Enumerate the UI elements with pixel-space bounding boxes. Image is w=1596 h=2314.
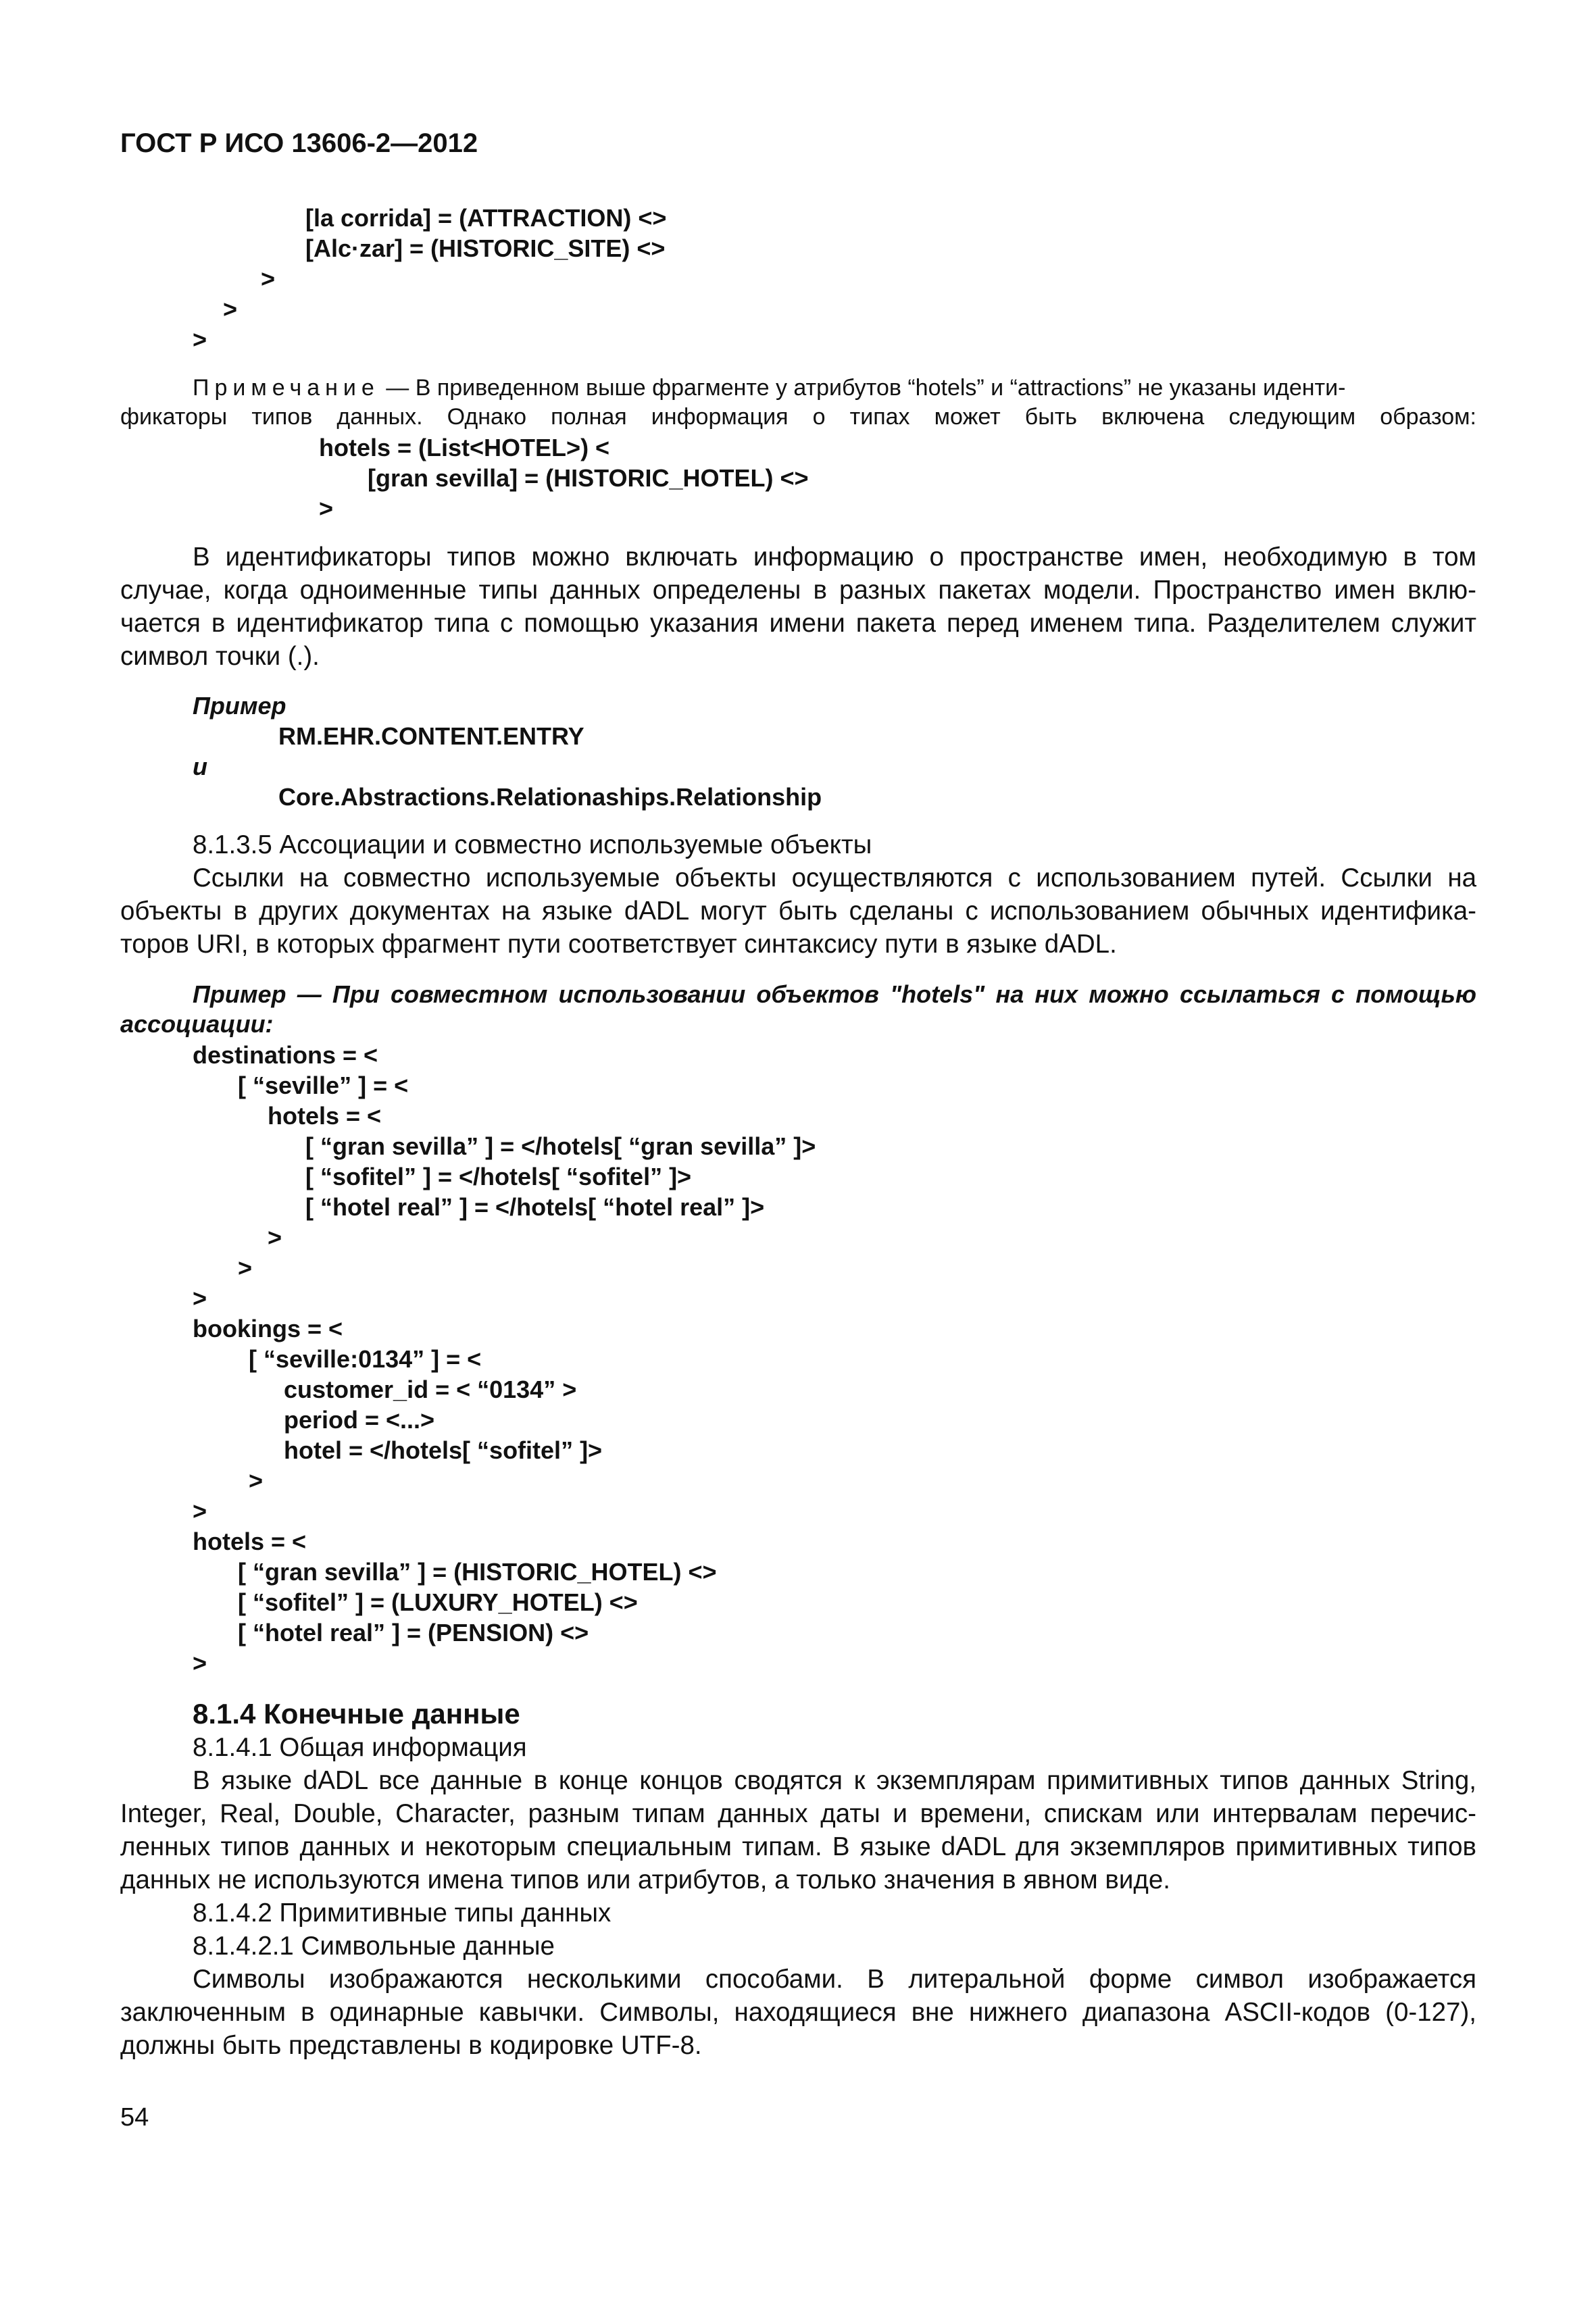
code-line: RM.EHR.CONTENT.ENTRY [278, 722, 584, 750]
section-heading: 8.1.3.5 Ассоциации и совместно используемые объекты [193, 830, 872, 859]
code-line: [ “seville” ] = < [238, 1072, 409, 1099]
subsection-heading: 8.1.4.2 Примитивные типы данных [193, 1898, 612, 1928]
note-line: фикаторы типов данных. Однако полная информация о типах может быть включена следующим образом: [120, 404, 1476, 430]
code-line: [la corrida] = (ATTRACTION) <> [305, 204, 667, 232]
code-line: [ “gran sevilla” ] = (HISTORIC_HOTEL) <> [238, 1558, 717, 1586]
paragraph-line: должны быть представлены в кодировке UTF-8. [120, 2031, 702, 2060]
code-line: [gran sevilla] = (HISTORIC_HOTEL) <> [368, 464, 809, 492]
code-line: [ “sofitel” ] = (LUXURY_HOTEL) <> [238, 1588, 638, 1616]
document-header: ГОСТ Р ИСО 13606-2—2012 [120, 128, 478, 158]
paragraph-line: ленных типов данных и некоторым специальным типам. В языке dADL для экземпляров примитивных типов [120, 1832, 1476, 1861]
paragraph-line: символ точки (.). [120, 642, 320, 671]
code-line: hotels = (List<HOTEL>) < [319, 434, 610, 461]
code-line: > [193, 1649, 207, 1677]
paragraph-line: объекты в других документах на языке dADL могут быть сделаны с использованием обычных идентифика- [120, 897, 1476, 926]
note-label: Примечание [193, 375, 380, 401]
code-line: Core.Abstractions.Relationaships.Relationship [278, 783, 822, 811]
subsection-heading: 8.1.4.1 Общая информация [193, 1733, 527, 1762]
code-line: destinations = < [193, 1041, 378, 1069]
code-line: hotels = < [193, 1528, 307, 1555]
code-line: customer_id = < “0134” > [284, 1376, 577, 1403]
example-caption: ассоциации: [120, 1010, 274, 1038]
code-line: [ “hotel real” ] = </hotels[ “hotel real” ]> [305, 1193, 765, 1221]
example-caption: Пример — При совместном использовании объектов "hotels" на них можно ссылаться с помощью [193, 980, 1476, 1008]
code-line: > [193, 326, 207, 353]
code-line: > [193, 1497, 207, 1525]
paragraph-line: Ссылки на совместно используемые объекты осуществляются с использованием путей. Ссылки на [193, 863, 1476, 892]
paragraph-line: В идентификаторы типов можно включать информацию о пространстве имен, необходимую в том [193, 543, 1476, 572]
code-line: [ “hotel real” ] = (PENSION) <> [238, 1619, 589, 1646]
paragraph-line: чается в идентификатор типа с помощью указания имени пакета перед именем типа. Разделителем служит [120, 609, 1476, 638]
code-line: bookings = < [193, 1315, 343, 1342]
code-line: > [268, 1224, 282, 1251]
code-line: > [223, 295, 238, 323]
paragraph-line: В языке dADL все данные в конце концов сводятся к экземплярам примитивных типов данных String, [193, 1766, 1476, 1795]
paragraph-line: случае, когда одноименные типы данных определены в разных пакетах модели. Пространство имен вклю- [120, 576, 1476, 605]
subsection-heading: 8.1.4.2.1 Символьные данные [193, 1932, 555, 1961]
code-line: [Alc·zar] = (HISTORIC_SITE) <> [305, 234, 666, 262]
section-heading: 8.1.4 Конечные данные [193, 1698, 520, 1730]
code-line: hotels = < [268, 1102, 382, 1130]
code-line: hotel = </hotels[ “sofitel” ]> [284, 1436, 603, 1464]
code-line: > [238, 1254, 253, 1282]
paragraph-line: данных не используются имена типов или атрибутов, а только значения в явном виде. [120, 1865, 1170, 1894]
code-line: [ “seville:0134” ] = < [249, 1345, 482, 1373]
code-line: > [261, 265, 276, 293]
paragraph-line: торов URI, в которых фрагмент пути соответствует синтаксису пути в языке dADL. [120, 930, 1117, 959]
example-label: Пример [193, 692, 286, 720]
paragraph-line: Integer, Real, Double, Character, разным типам данных даты и времени, спискам или интервалам перечис- [120, 1799, 1476, 1828]
note-text: — В приведенном выше фрагменте у атрибутов “hotels” и “attractions” не указаны иденти- [386, 375, 1346, 401]
page-number: 54 [120, 2103, 149, 2132]
code-line: > [319, 495, 334, 522]
code-line: period = <...> [284, 1406, 435, 1434]
conjunction: и [193, 753, 207, 780]
code-line: [ “sofitel” ] = </hotels[ “sofitel” ]> [305, 1163, 692, 1190]
note-line [193, 376, 1476, 399]
paragraph-line: заключенным в одинарные кавычки. Символы, находящиеся вне нижнего диапазона ASCII-кодов (0-127), [120, 1998, 1476, 2027]
code-line: > [249, 1467, 264, 1494]
code-line: > [193, 1284, 207, 1312]
code-line: [ “gran sevilla” ] = </hotels[ “gran sevilla” ]> [305, 1132, 816, 1160]
paragraph-line: Символы изображаются несколькими способами. В литеральной форме символ изображается [193, 1965, 1476, 1994]
